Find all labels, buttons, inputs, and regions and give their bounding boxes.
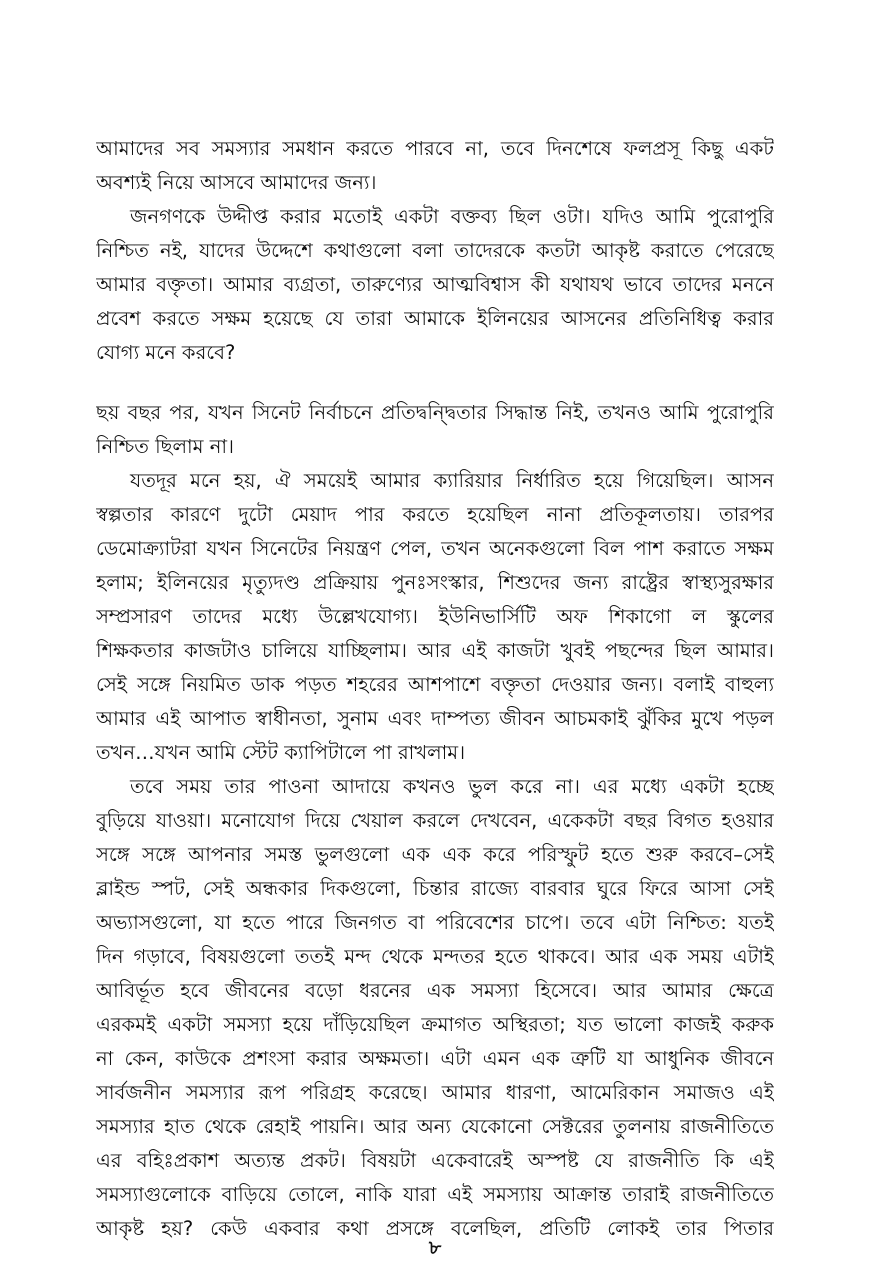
text-line: আবির্ভূত হবে জীবনের বড়ো ধরনের এক সমস্যা হিসেবে। আর আমার ক্ষেত্রে [96,979,774,1002]
text-line: হলাম; ইলিনয়ের মৃত্যুদণ্ড প্রক্রিয়ায় পুনঃসংস্কার, শিশুদের জন্য রাষ্ট্রের স্বাস্থ্যসুরক্ষার [96,571,774,594]
page-number: ৮ [428,1237,442,1259]
paragraph-block-2 [96,396,774,1246]
text-line: অভ্যাসগুলো, যা হতে পারে জিনগত বা পরিবেশের চাপে। তবে এটা নিশ্চিত: যতই [96,911,774,934]
paragraph-block-1 [96,132,774,370]
text-line: সঙ্গে সঙ্গে আপনার সমস্ত ভুলগুলো এক এক করে পরিস্ফুট হতে শুরু করবে–সেই [96,843,774,866]
text-line: প্রবেশ করতে সক্ষম হয়েছে যে তারা আমাকে ইলিনয়ের আসনের প্রতিনিধিত্ব করার [96,307,774,330]
text-line: যোগ্য মনে করবে? [96,341,236,364]
text-line: নিশ্চিত ছিলাম না। [96,435,234,458]
text-line: সমস্যার হাত থেকে রেহাই পায়নি। আর অন্য যেকোনো সেক্টরের তুলনায় রাজনীতিতে [96,1115,774,1138]
text-line: এর বহিঃপ্রকাশ অত্যন্ত প্রকট। বিষয়টা একেবারেই অস্পষ্ট যে রাজনীতি কি এই [96,1149,774,1172]
text-line: অবশ্যই নিয়ে আসবে আমাদের জন্য। [96,171,377,194]
text-line: না কেন, কাউকে প্রশংসা করার অক্ষমতা। এটা এমন এক ত্রুটি যা আধুনিক জীবনে [96,1047,774,1070]
text-line: আমার এই আপাত স্বাধীনতা, সুনাম এবং দাম্পত্য জীবন আচমকাই ঝুঁকির মুখে পড়ল [96,707,774,730]
text-line: সেই সঙ্গে নিয়মিত ডাক পড়ত শহরের আশপাশে বক্তৃতা দেওয়ার জন্য। বলাই বাহুল্য [96,673,774,696]
text-line: সম্প্রসারণ তাদের মধ্যে উল্লেখযোগ্য। ইউনিভার্সিটি অফ শিকাগো ল স্কুলের [96,605,774,628]
text-line: নিশ্চিত নই, যাদের উদ্দেশে কথাগুলো বলা তাদেরকে কতটা আকৃষ্ট করাতে পেরেছে [96,239,774,262]
text-line: এরকমই একটা সমস্যা হয়ে দাঁড়িয়েছিল ক্রমাগত অস্থিরতা; যত ভালো কাজই করুক [96,1013,774,1036]
text-line: ছয় বছর পর, যখন সিনেট নির্বাচনে প্রতিদ্বন্দ্বিতার সিদ্ধান্ত নিই, তখনও আমি পুরোপুরি [96,401,774,424]
text-line: ব্লাইন্ড স্পট, সেই অন্ধকার দিকগুলো, চিন্তার রাজ্যে বারবার ঘুরে ফিরে আসা সেই [96,877,774,900]
text-line: আমার বক্তৃতা। আমার ব্যগ্রতা, তারুণ্যের আত্মবিশ্বাস কী যথাযথ ভাবে তাদের মননে [96,273,774,296]
text-line: সমস্যাগুলোকে বাড়িয়ে তোলে, নাকি যারা এই সমস্যায় আক্রান্ত তারাই রাজনীতিতে [96,1183,774,1206]
text-line: তবে সময় তার পাওনা আদায়ে কখনও ভুল করে না। এর মধ্যে একটা হচ্ছে [130,775,774,798]
text-line: আকৃষ্ট হয়? কেউ একবার কথা প্রসঙ্গে বলেছিল, প্রতিটি লোকই তার পিতার [96,1217,774,1240]
text-line: ডেমোক্র্যাটরা যখন সিনেটের নিয়ন্ত্রণ পেল, তখন অনেকগুলো বিল পাশ করাতে সক্ষম [96,537,774,560]
text-line: তখন…যখন আমি স্টেট ক্যাপিটালে পা রাখলাম। [96,741,466,764]
text-line: সার্বজনীন সমস্যার রূপ পরিগ্রহ করেছে। আমার ধারণা, আমেরিকান সমাজও এই [96,1081,774,1104]
text-line: বুড়িয়ে যাওয়া। মনোযোগ দিয়ে খেয়াল করলে দেখবেন, একেকটা বছর বিগত হওয়ার [96,809,774,832]
text-line: শিক্ষকতার কাজটাও চালিয়ে যাচ্ছিলাম। আর এই কাজটা খুবই পছন্দের ছিল আমার। [96,639,774,662]
text-line: দিন গড়াবে, বিষয়গুলো ততই মন্দ থেকে মন্দতর হতে থাকবে। আর এক সময় এটাই [96,945,774,968]
text-line: স্বল্পতার কারণে দুটো মেয়াদ পার করতে হয়েছিল নানা প্রতিকূলতায়। তারপর [96,503,774,526]
text-line: জনগণকে উদ্দীপ্ত করার মতোই একটা বক্তব্য ছিল ওটা। যদিও আমি পুরোপুরি [130,205,774,228]
text-line: যতদূর মনে হয়, ঐ সময়েই আমার ক্যারিয়ার নির্ধারিত হয়ে গিয়েছিল। আসন [130,469,774,492]
text-line: আমাদের সব সমস্যার সমধান করতে পারবে না, তবে দিনশেষে ফলপ্রসূ কিছু একট [96,137,774,160]
